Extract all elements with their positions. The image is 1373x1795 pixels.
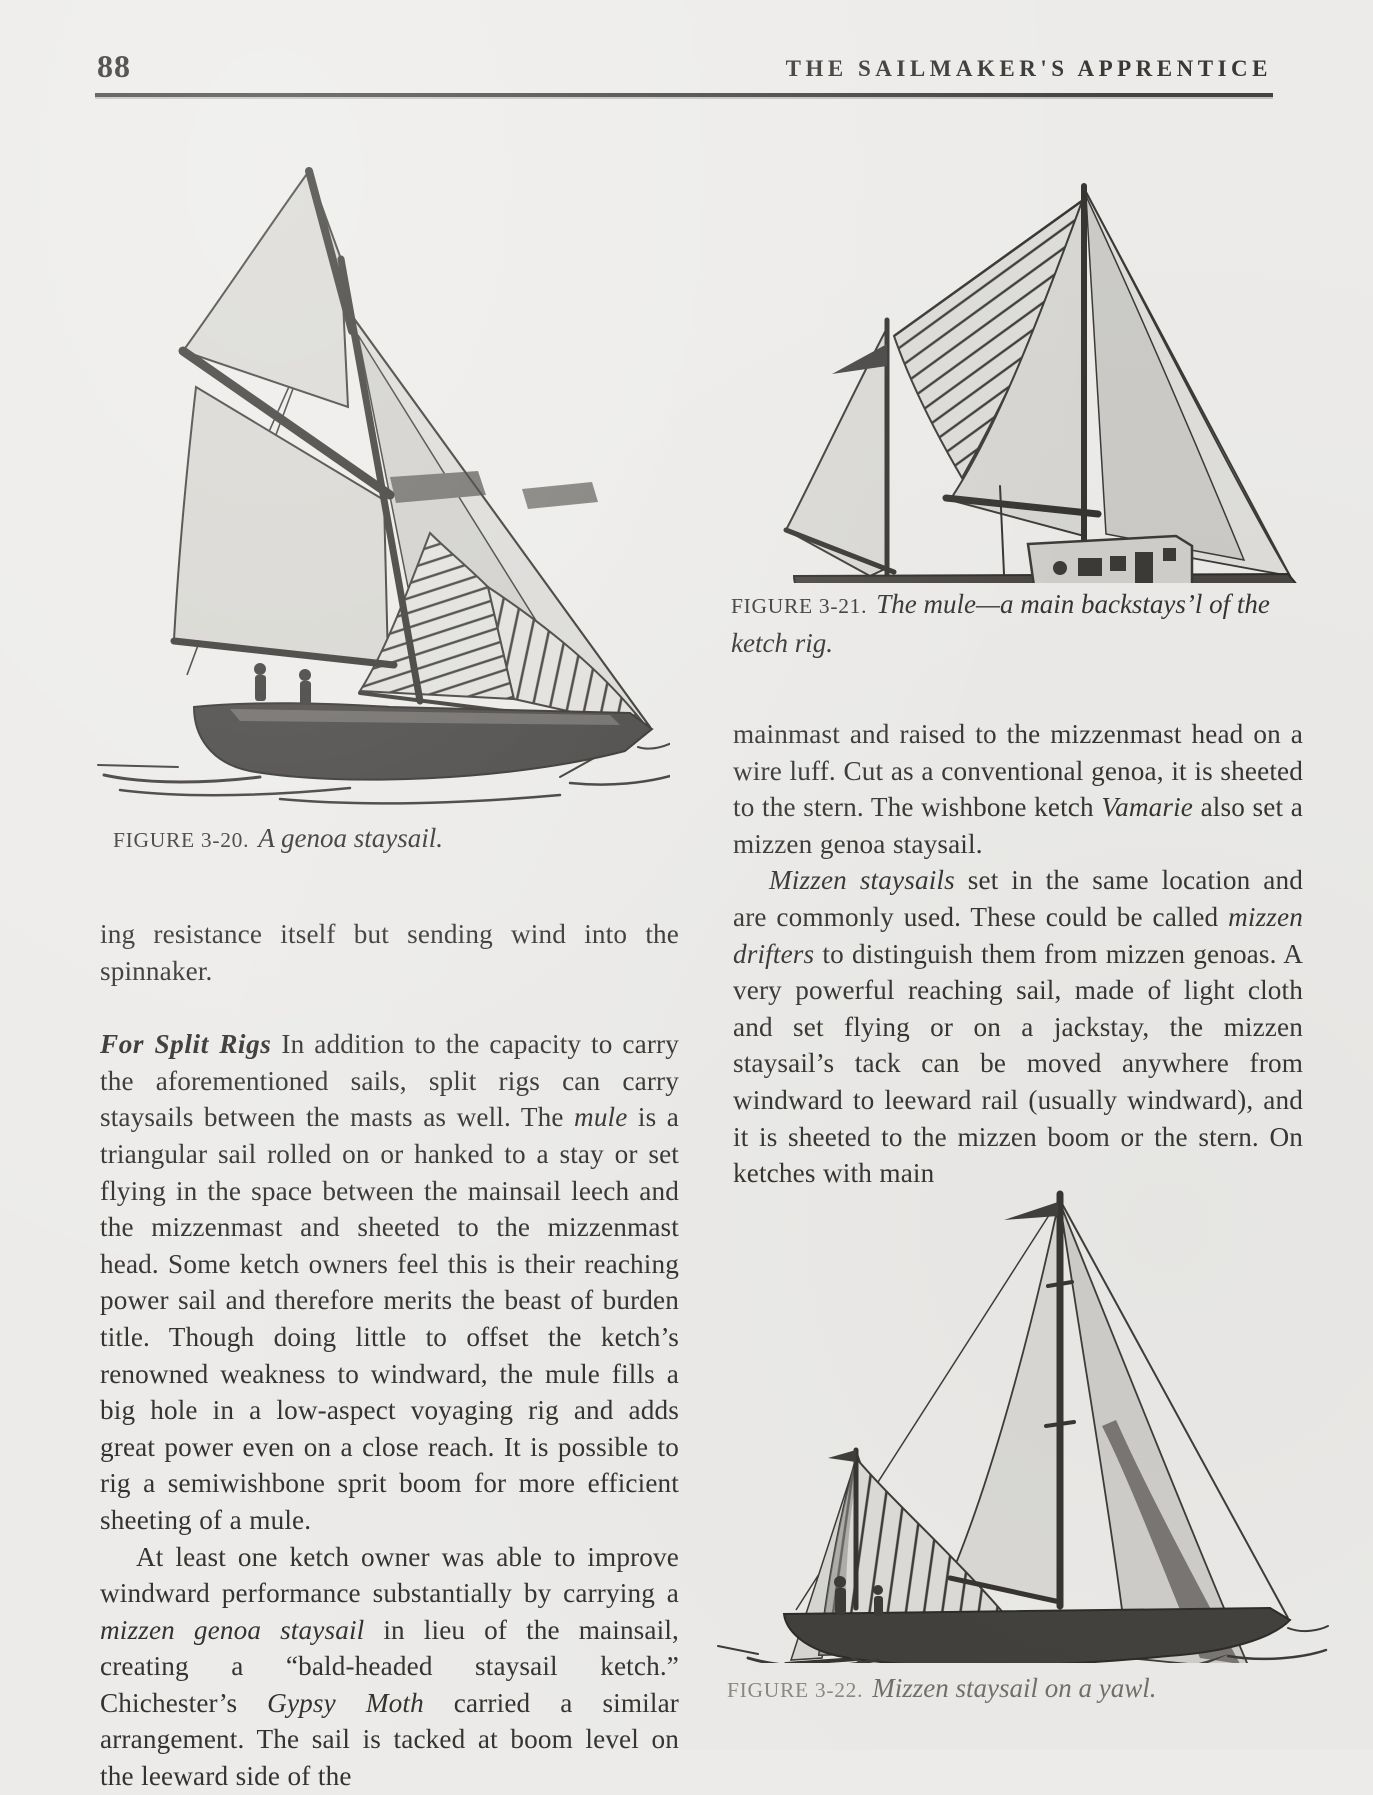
center-staysail <box>950 1206 1058 1600</box>
hull <box>194 703 652 779</box>
running-title: THE SAILMAKER'S APPRENTICE <box>785 56 1272 81</box>
right-text-column <box>733 716 1303 1192</box>
figure-3-22-illustration <box>688 1158 1333 1663</box>
figure-3-20-illustration <box>90 135 670 805</box>
paragraph: mainmast and raised to the mizzenmast head on a wire luff. Cut as a conventional genoa, it is sheeted to the stern. The wishbone ketch Vamarie also set a mizzen genoa staysail. <box>733 719 1303 859</box>
paragraph-for-split-rigs: For Split Rigs In addition to the capacity to carry the aforementioned sails, split rigs can carry staysails between the masts as well. The mule is a triangular sail rolled on or hanked to a stay or set flying in the space between the mainsail leech and the mizzenmast and sheeted to the mizzenmast head. Some ketch owners feel this is their reaching power sail and therefore merits the beast of burden title. Though doing little to offset the ketch’s renowned weakness to windward, the mule fills a big hole in a low-aspect voyaging rig and adds great power even on a close reach. It is possible to rig a semiwishbone sprit boom for more efficient sheeting of a mule. <box>100 1029 680 1535</box>
left-text-column <box>100 916 679 1795</box>
figure-3-21-illustration <box>698 148 1323 583</box>
mainsail <box>174 387 388 662</box>
paragraph: Mizzen staysails set in the same location and are commonly used. These could be called mizzen drifters to distinguish them from mizzen genoas. A very powerful reaching sail, made of light cloth and set flying or on a jackstay, the mizzen staysail’s tack can be moved anywhere from windward to leeward rail (usually windward), and it is sheeted to the mizzen boom or the stern. On ketches with main <box>733 865 1303 1189</box>
figure-3-22-label: FIGURE 3-22. <box>727 1678 864 1702</box>
figure-3-21-caption <box>731 586 1297 662</box>
paragraph: At least one ketch owner was able to improve windward performance substantially by carrying a mizzen genoa staysail in lieu of the mainsail, creating a “bald-headed staysail ketch.” Chichester’s Gypsy Moth carried a similar arrangement. The sail is tacked at boom level on the leeward side of the <box>100 1541 679 1792</box>
figure-3-20-caption-text: A genoa staysail. <box>258 823 443 853</box>
figure-3-22-caption <box>727 1670 1337 1709</box>
figure-3-21-label: FIGURE 3-21. <box>731 594 868 618</box>
jib-sails <box>1086 192 1290 576</box>
page-number: 88 <box>97 48 131 84</box>
genoa-sail <box>1060 1200 1288 1663</box>
figure-3-22-caption-text: Mizzen staysail on a yawl. <box>872 1673 1157 1703</box>
crew-figures <box>254 663 311 705</box>
cabin-house <box>1028 536 1192 583</box>
paragraph: ing resistance itself but sending wind into the spinnaker. <box>100 919 679 986</box>
figure-3-20-caption <box>113 820 653 859</box>
figure-3-20-label: FIGURE 3-20. <box>113 828 250 852</box>
figure-3-21-caption-text: The mule—a main backstays’l of the ketch rig. <box>731 589 1270 658</box>
header-rule <box>95 93 1273 97</box>
